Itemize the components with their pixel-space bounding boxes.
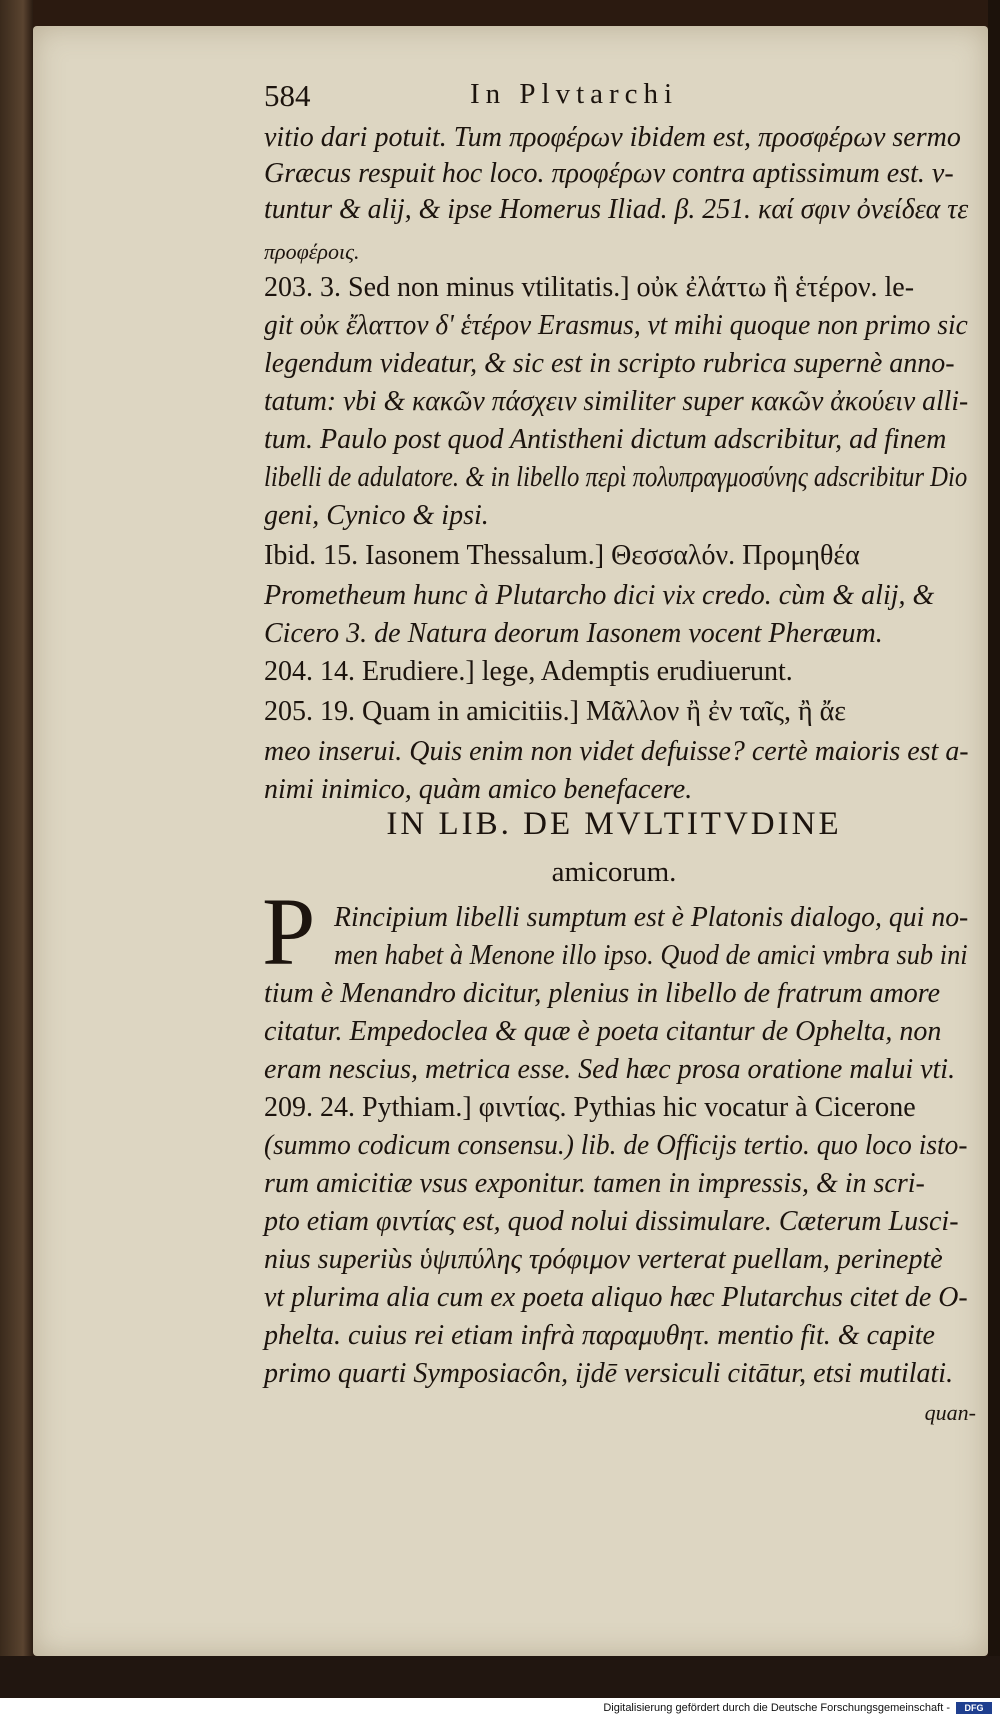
- dfg-logo-icon: DFG: [956, 1702, 992, 1714]
- text-line: Prometheum hunc à Plutarcho dici vix credo. cùm & alij, &: [264, 580, 935, 611]
- text-line: tum. Paulo post quod Antistheni dictum adscribitur, ad finem: [264, 424, 947, 455]
- book-binding-edge: [0, 0, 33, 1698]
- text-line: tium è Menandro dicitur, plenius in libello de fratrum amore: [264, 978, 941, 1009]
- digitization-credit: Digitalisierung gefördert durch die Deutsche Forschungsgemeinschaft -: [603, 1702, 950, 1714]
- text-line: nius superiùs ὑψιπύλης τρόφιμον verterat puellam, perineptè: [264, 1244, 943, 1275]
- text-line: tatum: vbi & κακῶν πάσχειν similiter super κακῶν ἀκούειν alli-: [264, 386, 969, 417]
- text-line: tuntur & alij, & ipse Homerus Iliad. β. 251. καί σφιν ὀνείδεα τε: [264, 194, 969, 225]
- page-edge-right: [988, 0, 1000, 1698]
- text-line: Rincipium libelli sumptum est è Platonis dialogo, qui no-: [334, 902, 969, 933]
- text-line: eram nescius, metrica esse. Sed hæc prosa oratione malui vti.: [264, 1054, 956, 1085]
- text-line: libelli de adulatore. & in libello περὶ πολυπραγμοσύνης adscribitur Dio: [264, 462, 968, 493]
- section-heading: IN LIB. DE MVLTITVDINE: [386, 806, 842, 842]
- scan-bottom-edge: [0, 1656, 1000, 1698]
- text-line: (summo codicum consensu.) lib. de Officijs tertio. quo loco isto-: [264, 1130, 968, 1161]
- text-line: pto etiam φιντίας est, quod nolui dissimulare. Cæterum Lusci-: [264, 1206, 959, 1237]
- text-line: primo quarti Symposiacôn, ijdē versiculi citātur, etsi mutilati.: [264, 1358, 954, 1389]
- section-subheading: amicorum.: [551, 856, 677, 888]
- catchword: quan-: [924, 1400, 976, 1425]
- text-line: citatur. Empedoclea & quæ è poeta citantur de Ophelta, non: [264, 1016, 942, 1047]
- page-number: 584: [264, 78, 311, 113]
- running-head: [264, 78, 964, 114]
- text-line: legendum videatur, & sic est in scripto rubrica supernè anno-: [264, 348, 955, 379]
- text-line: nimi inimico, quàm amico benefacere.: [264, 774, 693, 805]
- text-line: προφέροις.: [264, 239, 360, 264]
- text-line: 209. 24. Pythiam.] φιντίας. Pythias hic vocatur à Cicerone: [264, 1092, 916, 1123]
- text-line: 204. 14. Erudiere.] lege, Ademptis erudiuerunt.: [264, 656, 793, 687]
- text-line: men habet à Menone illo ipso. Quod de amici vmbra sub ini: [334, 940, 968, 971]
- text-line: Græcus respuit hoc loco. προφέρων contra aptissimum est. v-: [264, 158, 954, 189]
- drop-cap: P: [262, 878, 316, 985]
- text-line: phelta. cuius rei etiam infrà παραμυθητ. mentio fit. & capite: [264, 1320, 935, 1351]
- running-title: In Plvtarchi: [470, 78, 679, 110]
- text-line: 203. 3. Sed non minus vtilitatis.] οὐκ ἐλάττω ἢ ἑτέρον. le-: [264, 272, 915, 303]
- text-line: Cicero 3. de Natura deorum Iasonem vocent Pheræum.: [264, 618, 883, 649]
- text-line: vt plurima alia cum ex poeta aliquo hæc Plutarchus citet de O-: [264, 1282, 968, 1313]
- text-line: Ibid. 15. Iasonem Thessalum.] Θεσσαλόν. Προμηθέα: [264, 540, 860, 571]
- text-line: vitio dari potuit. Tum προφέρων ibidem est, προσφέρων sermo: [264, 122, 961, 153]
- text-line: geni, Cynico & ipsi.: [264, 500, 489, 531]
- text-line: rum amicitiæ vsus exponitur. tamen in impressis, & in scri-: [264, 1168, 925, 1199]
- text-line: meo inserui. Quis enim non videt defuisse? certè maioris est a-: [264, 736, 969, 767]
- text-line: git οὐκ ἔλαττον δ' ἑτέρον Erasmus, vt mihi quoque non primo sic: [264, 310, 968, 341]
- text-line: 205. 19. Quam in amicitiis.] Μᾶλλον ἢ ἐν ταῖς, ἢ ἄε: [264, 696, 847, 727]
